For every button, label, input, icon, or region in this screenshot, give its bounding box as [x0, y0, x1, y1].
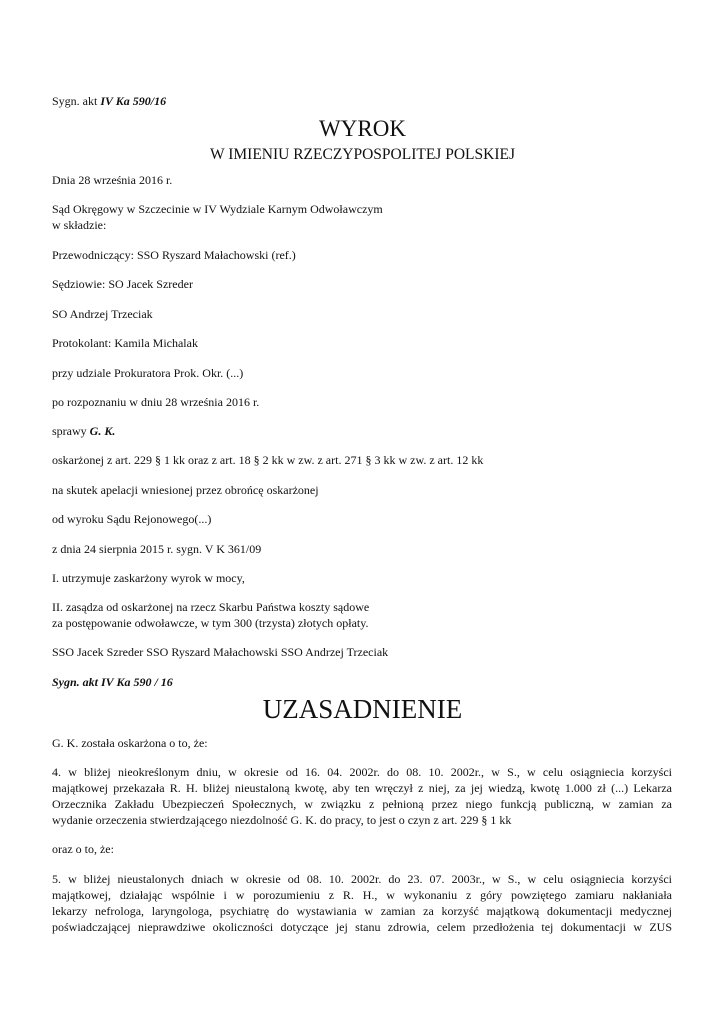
count-4-line-4: wydanie orzeczenia stwierdzającego niezdolność G. K. do pracy, to jest o czyn z art. 229 § 1 kk — [52, 813, 512, 827]
case-party-prefix: sprawy — [52, 424, 87, 438]
judges-signatures: SSO Jacek Szreder SSO Ryszard Małachowski SSO Andrzej Trzeciak — [52, 645, 389, 659]
court-composition-label: w składzie: — [52, 218, 107, 232]
prosecutor: przy udziale Prokuratora Prok. Okr. (...) — [52, 366, 244, 380]
ruling-point-2-line-2: za postępowanie odwoławcze, w tym 300 (trzysta) złotych opłaty. — [52, 616, 369, 630]
ruling-point-2-line-1: II. zasądza od oskarżonej na rzecz Skarbu Państwa koszty sądowe — [52, 600, 370, 614]
additional-charge-intro: oraz o to, że: — [52, 842, 114, 856]
charges: oskarżonej z art. 229 § 1 kk oraz z art. 18 § 2 kk w zw. z art. 271 § 3 kk w zw. z art. 12 kk — [52, 453, 484, 467]
verdict-date: Dnia 28 września 2016 r. — [52, 173, 173, 187]
appeal-info: na skutek apelacji wniesionej przez obrońcę oskarżonej — [52, 483, 319, 497]
verdict-title: WYROK — [319, 116, 406, 141]
count-4-line-2: majątkowej przekazała R. H. bliżej nieustaloną kwotę, aby ten wręczył z niej, za jej wiedzą, kwotę 1.000 zł (...) Lekarza — [52, 781, 672, 795]
ruling-point-1: I. utrzymuje zaskarżony wyrok w mocy, — [52, 571, 245, 585]
court-name: Sąd Okręgowy w Szczecinie w IV Wydziale Karnym Odwoławczym — [52, 202, 383, 216]
justification-title: UZASADNIENIE — [262, 694, 463, 724]
justification-signature: Sygn. akt IV Ka 590 / 16 — [52, 675, 173, 689]
count-5-line-2: majątkowej, działając wspólnie i w porozumieniu z R. H., w wykonaniu z góry powziętego zamiaru nakłaniała — [52, 888, 672, 902]
lower-court-date: z dnia 24 sierpnia 2015 r. sygn. V K 361/09 — [52, 542, 262, 556]
case-party — [52, 423, 115, 439]
case-party-name: G. K. — [89, 424, 116, 438]
count-4-line-1: 4. w bliżej nieokreślonym dniu, w okresie od 16. 04. 2002r. do 08. 10. 2002r., w S., w celu osiągniecia korzyści — [52, 765, 672, 779]
hearing-date: po rozpoznaniu w dniu 28 września 2016 r. — [52, 395, 260, 409]
lower-court: od wyroku Sądu Rejonowego(...) — [52, 512, 212, 526]
case-signature — [52, 93, 166, 109]
count-5-line-1: 5. w bliżej nieustalonych dniach w okresie od 08. 10. 2002r. do 23. 07. 2003r., w S., w celu osiągniecia korzyści — [52, 872, 672, 886]
count-5-line-4: poświadczającej nieprawdziwe okoliczności dotyczące jej stanu zdrowia, celem przedłożenia tej dokumentacji w ZUS — [52, 920, 672, 934]
count-4-line-3: Orzecznika Zakładu Ubezpieczeń Społecznych, w związku z pełnioną przez niego funkcją publiczną, w zamian za — [52, 797, 672, 811]
judge-second: SO Andrzej Trzeciak — [52, 307, 153, 321]
justification-intro: G. K. została oskarżona o to, że: — [52, 736, 208, 750]
judges: Sędziowie: SO Jacek Szreder — [52, 277, 193, 291]
court-clerk: Protokolant: Kamila Michalak — [52, 336, 198, 350]
presiding-judge: Przewodniczący: SSO Ryszard Małachowski (ref.) — [52, 248, 296, 262]
count-5-line-3: lekarzy nefrologa, laryngologa, psychiatrę do wystawiania w zamian za korzyść majątkową dokumentacji medycznej — [52, 904, 672, 918]
verdict-subtitle: W IMIENIU RZECZYPOSPOLITEJ POLSKIEJ — [210, 146, 515, 163]
case-signature-value: IV Ka 590/16 — [100, 94, 167, 108]
case-signature-prefix: Sygn. akt — [52, 94, 98, 108]
